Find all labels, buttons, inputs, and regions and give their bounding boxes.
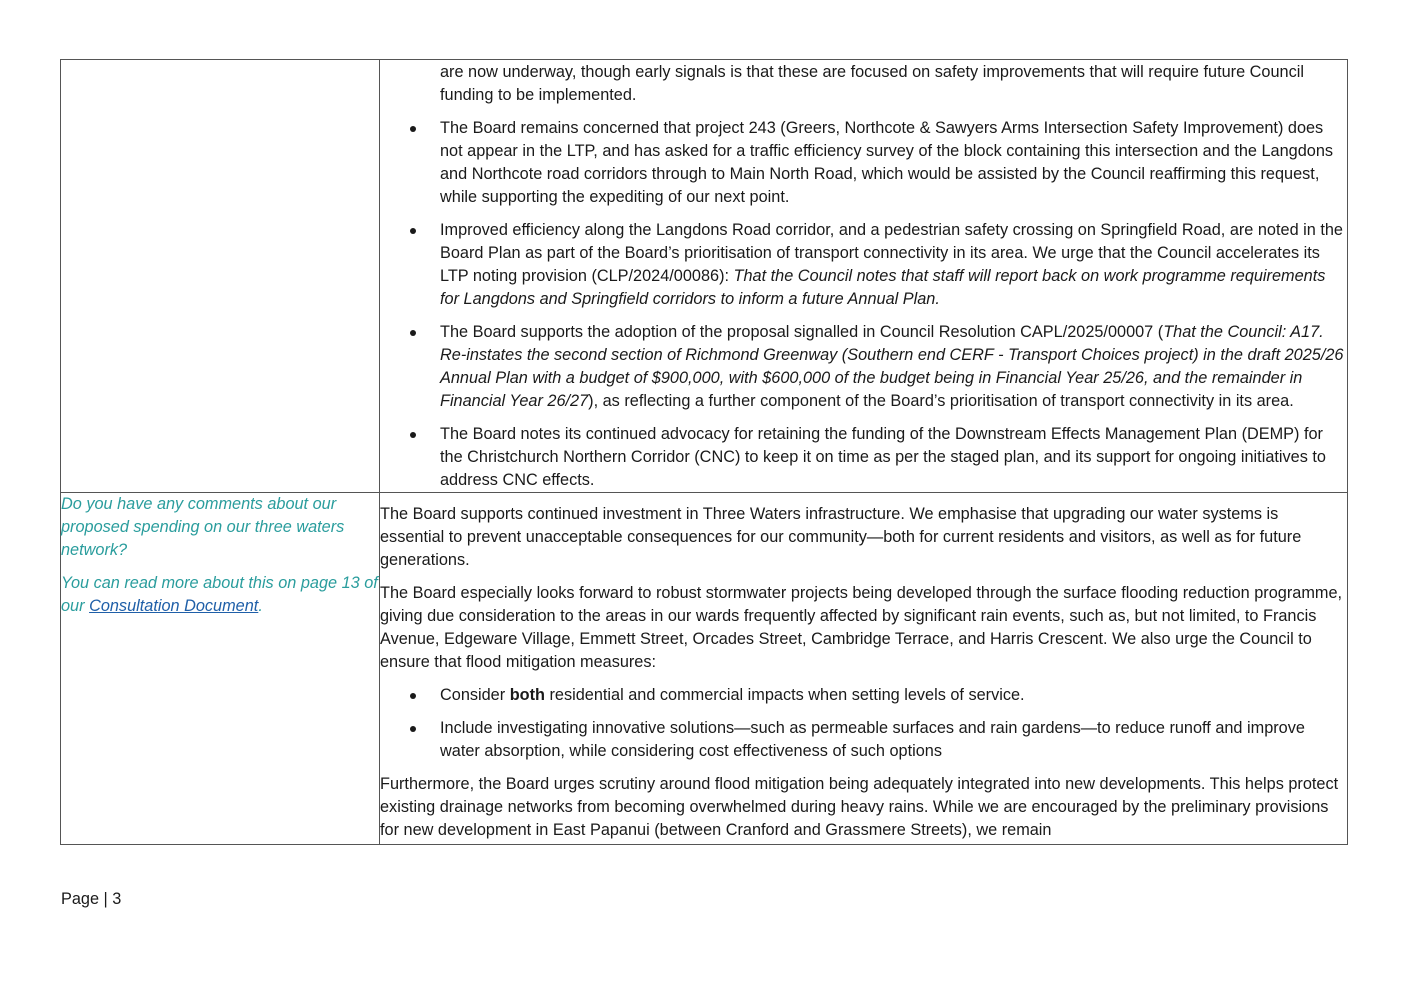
resolution-quote: That the Council: A17. Re-instates the second section of Richmond Greenway (Southern end CERF - Transport Choices project) in the draft 2025/26 Annual Plan with a budget of $900,000, with $600,000 of the budget being in Financial Year 25/26, and the remainder in Financial Year 26/27	[440, 323, 1344, 410]
question-cell-empty	[61, 60, 380, 493]
transport-bullet-list	[380, 117, 1347, 492]
list-item: The Board supports the adoption of the proposal signalled in Council Resolution CAPL/2025/00007 (That the Council: A17. Re-instates the second section of Richmond Greenway (Southern end CERF - Transport Choices project) in the draft 2025/26 Annual Plan with a budget of $900,000, with $600,000 of the budget being in Financial Year 25/26, and the remainder in Financial Year 26/27), as reflecting a further component of the Board’s prioritisation of transport connectivity in its area.	[380, 321, 1347, 413]
answer-cell-transport	[380, 60, 1348, 493]
list-item: Consider both residential and commercial impacts when setting levels of service.	[380, 684, 1347, 707]
list-item: The Board remains concerned that project 243 (Greers, Northcote & Sawyers Arms Intersection Safety Improvement) does not appear in the LTP, and has asked for a traffic efficiency survey of the block containing this intersection and the Langdons and Northcote road corridors through to Main North Road, which would be assisted by the Council reaffirming this request, while supporting the expediting of our next point.	[380, 117, 1347, 209]
question-text: Do you have any comments about our proposed spending on our three waters network?	[61, 495, 345, 559]
answer-cell-three-waters	[380, 493, 1348, 845]
list-item: The Board notes its continued advocacy for retaining the funding of the Downstream Effects Management Plan (DEMP) for the Christchurch Northern Corridor (CNC) to keep it on time as per the staged plan, and its support for ongoing initiatives to address CNC effects.	[380, 423, 1347, 492]
resolution-quote: That the Council notes that staff will report back on work programme requirements for Langdons and Springfield corridors to inform a future Annual Plan.	[440, 267, 1326, 308]
page-number: Page | 3	[61, 890, 122, 908]
table-row-three-waters	[61, 493, 1348, 845]
list-item: Improved efficiency along the Langdons Road corridor, and a pedestrian safety crossing on Springfield Road, are noted in the Board Plan as part of the Board’s prioritisation of transport connectivity in its area. We urge that the Council accelerates its LTP noting provision (CLP/2024/00086): That the Council notes that staff will report back on work programme requirements for Langdons and Springfield corridors to inform a future Annual Plan.	[380, 219, 1347, 311]
read-more-text: You can read more about this on page 13 of our Consultation Document.	[61, 574, 378, 615]
question-cell-three-waters	[61, 493, 380, 845]
paragraph: The Board especially looks forward to robust stormwater projects being developed through the surface flooding reduction programme, giving due consideration to the areas in our wards frequently affected by significant rain events, such as, but not limited, to Francis Avenue, Edgeware Village, Emmett Street, Orcades Street, Cambridge Terrace, and Harris Crescent. We also urge the Council to ensure that flood mitigation measures:	[380, 584, 1343, 671]
paragraph: The Board supports continued investment in Three Waters infrastructure. We emphasise that upgrading our water systems is essential to prevent unacceptable consequences for our community—both for current residents and visitors, as well as for future generations.	[380, 505, 1302, 569]
table-row-transport	[61, 60, 1348, 493]
flood-mitigation-list	[380, 684, 1347, 763]
submission-table	[60, 59, 1348, 845]
list-item: Include investigating innovative solutions—such as permeable surfaces and rain gardens—to reduce runoff and improve water absorption, while considering cost effectiveness of such options	[380, 717, 1347, 763]
consultation-document-link[interactable]: Consultation Document	[89, 597, 259, 615]
continued-bullet-text: are now underway, though early signals is that these are focused on safety improvements that will require future Council funding to be implemented.	[440, 63, 1304, 104]
answer-content	[380, 503, 1347, 844]
paragraph: Furthermore, the Board urges scrutiny around flood mitigation being adequately integrated into new developments. This helps protect existing drainage networks from becoming overwhelmed during heavy rains. While we are encouraged by the preliminary provisions for new development in East Papanui (between Cranford and Grassmere Streets), we remain	[380, 775, 1339, 839]
